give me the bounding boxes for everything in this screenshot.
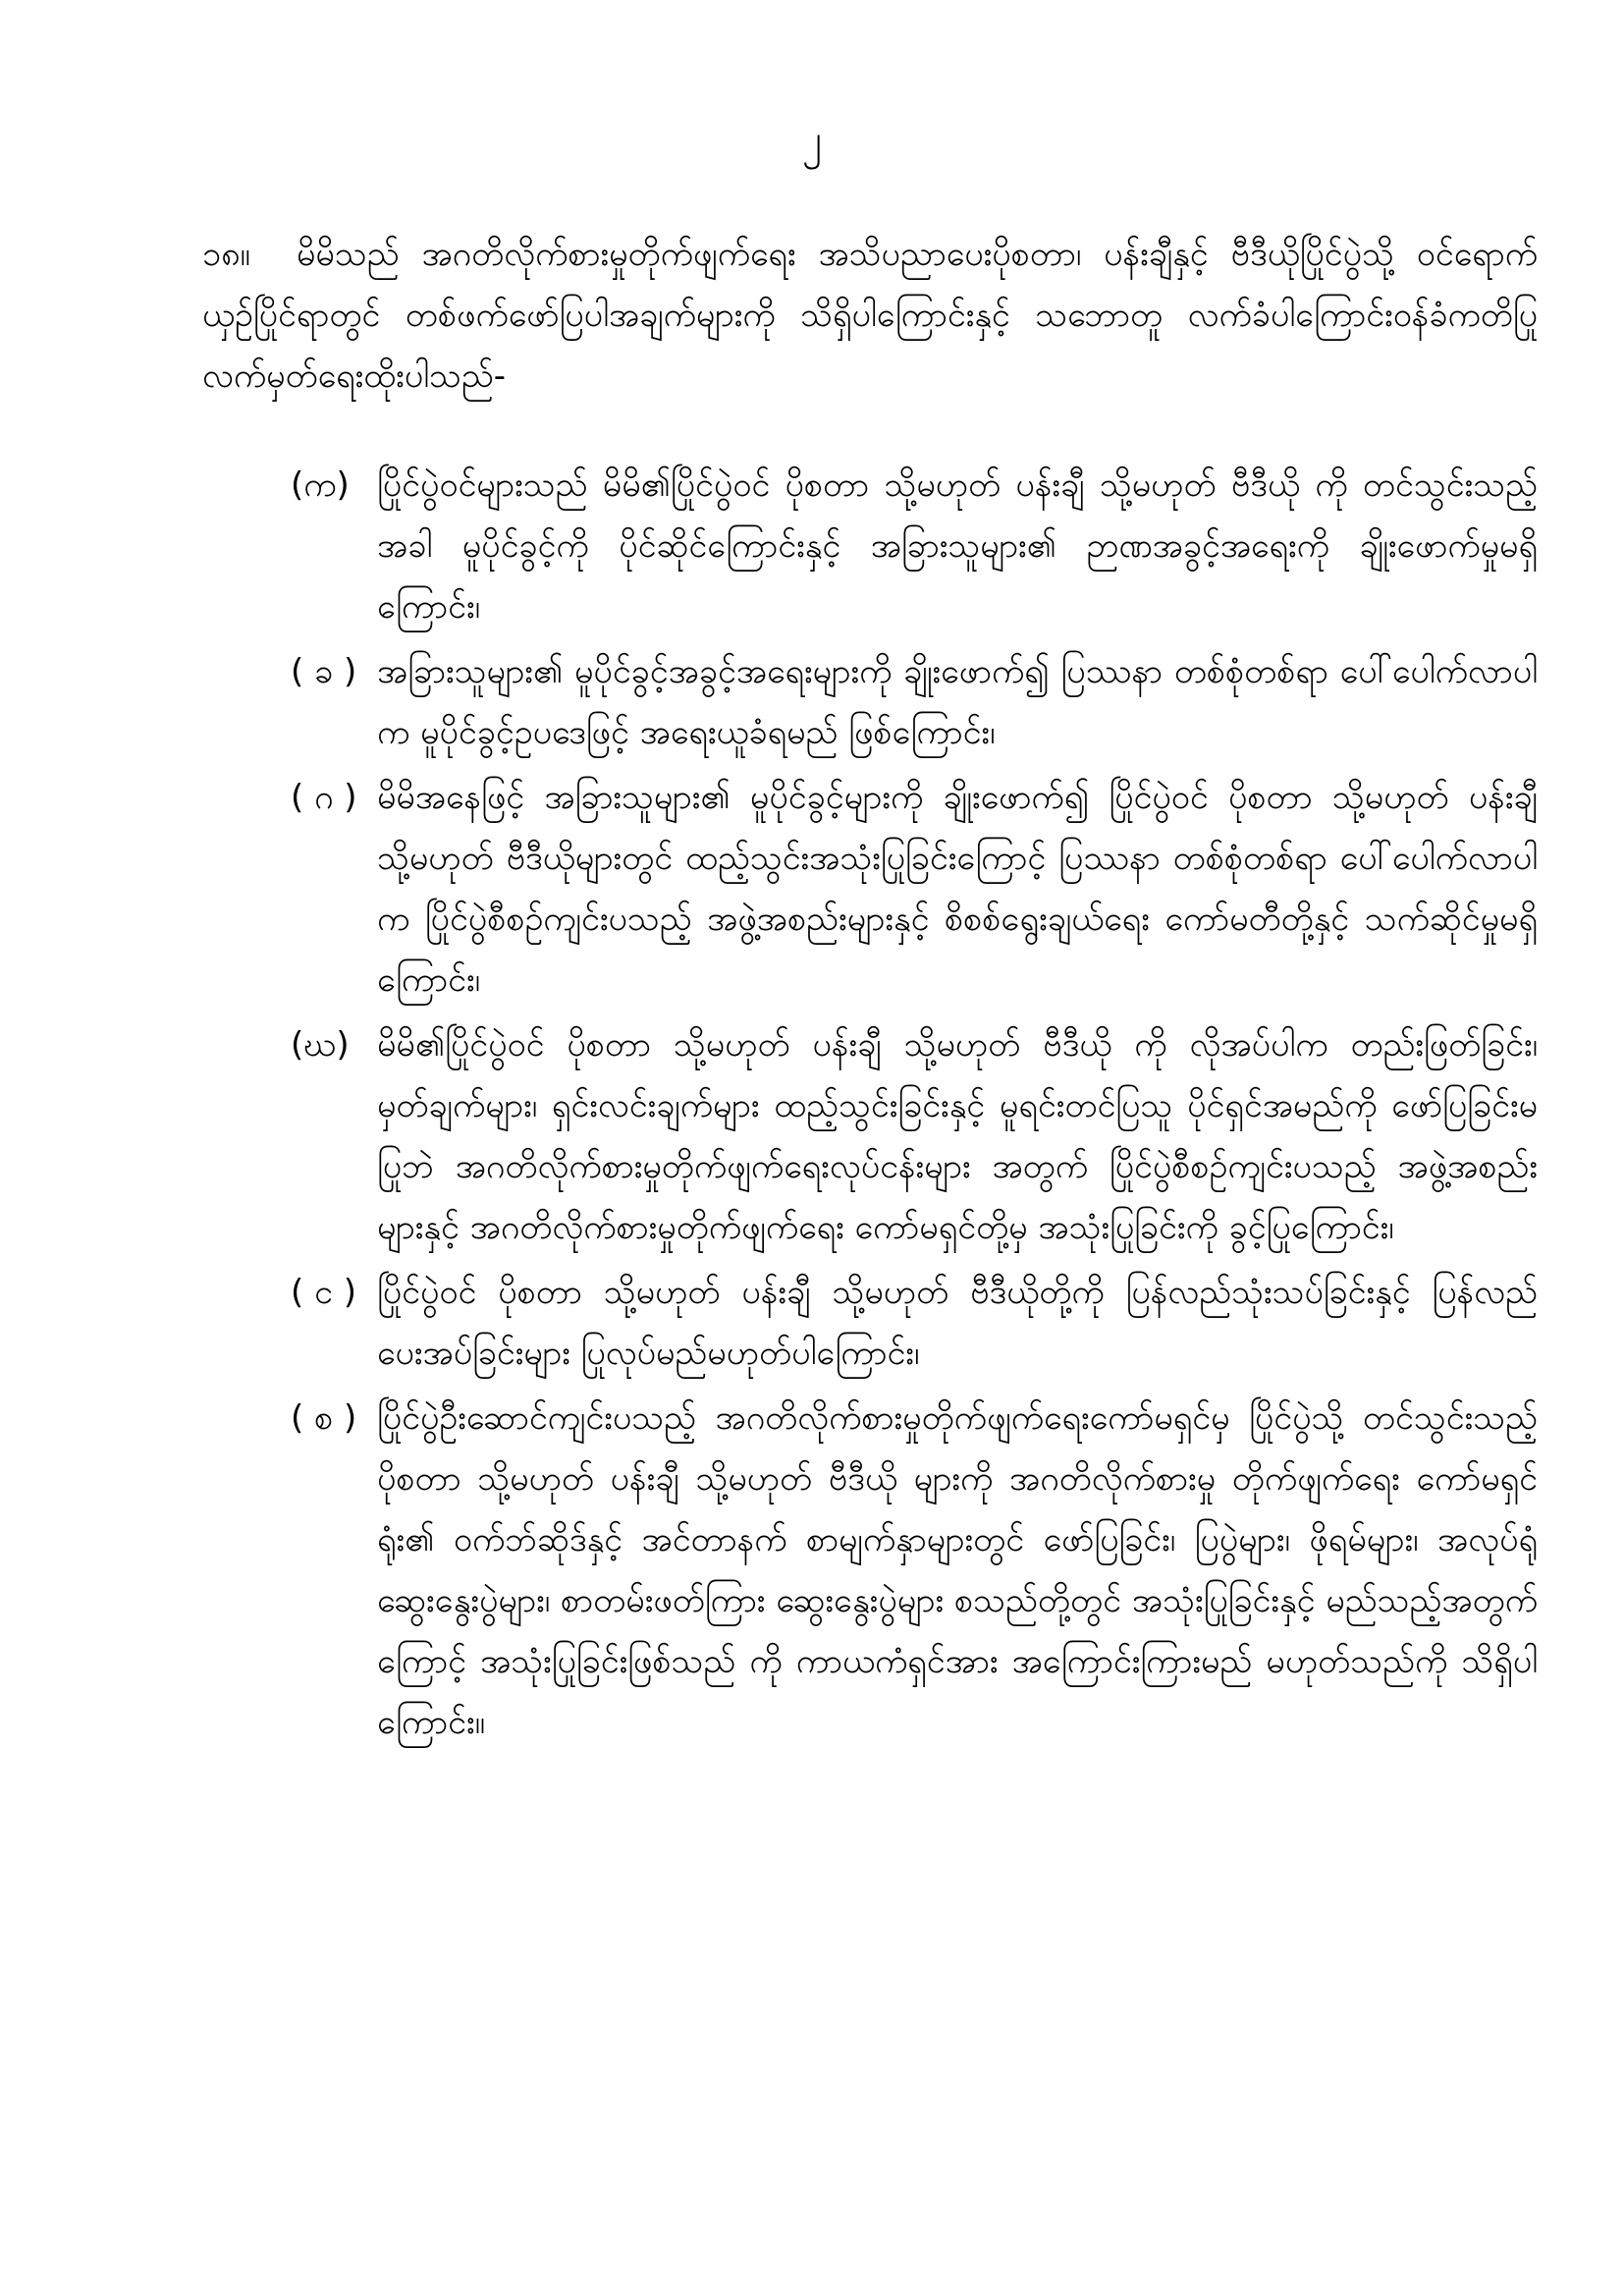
list-item xyxy=(291,767,1538,1011)
list-item xyxy=(291,641,1538,763)
list-marker: ( ခ ) xyxy=(291,652,357,691)
list-marker: ( ဂ ) xyxy=(291,778,357,817)
declaration-list xyxy=(291,455,1538,1757)
list-item-text: မိမိအနေဖြင့် အခြားသူများ၏ မူပိုင်ခွင့်များကို ချိုးဖောက်၍ ပြိုင်ပွဲဝင် ပိုစတာ သို့မဟုတ် ပန်းချီ သို့မဟုတ် ဗီဒီယိုများတွင် ထည့်သွင်းအသုံးပြုခြင်းကြောင့် ပြဿနာ တစ်စုံတစ်ရာ ပေါ်ပေါက်လာပါက ပြိုင်ပွဲစီစဉ်ကျင်းပသည့် အဖွဲ့အစည်းများနှင့် စိစစ်ရွေးချယ်ရေး ကော်မတီတို့နှင့် သက်ဆိုင်မှုမရှိကြောင်း၊ xyxy=(377,778,1538,1000)
list-marker: (က) xyxy=(291,465,350,505)
list-item xyxy=(291,1262,1538,1384)
list-item xyxy=(291,455,1538,637)
intro-paragraph xyxy=(202,224,1538,407)
paragraph-number: ၁၈။ xyxy=(202,235,250,274)
list-item-text: ပြိုင်ပွဲဦးဆောင်ကျင်းပသည့် အဂတိလိုက်စားမှုတိုက်ဖျက်ရေးကော်မရှင်မှ ပြိုင်ပွဲသို့ တင်သွင်းသည့် ပိုစတာ သို့မဟုတ် ပန်းချီ သို့မဟုတ် ဗီဒီယို များကို အဂတိလိုက်စားမှု တိုက်ဖျက်ရေး ကော်မရှင်ရုံး၏ ဝက်ဘ်ဆိုဒ်နှင့် အင်တာနက် စာမျက်နှာများတွင် ဖော်ပြခြင်း၊ ပြပွဲများ၊ ဖိုရမ်များ၊ အလုပ်ရုံဆွေးနွေးပွဲများ၊ စာတမ်းဖတ်ကြား ဆွေးနွေးပွဲများ စသည်တို့တွင် အသုံးပြုခြင်းနှင့် မည်သည့်အတွက်ကြောင့် အသုံးပြုခြင်းဖြစ်သည် ကို ကာယကံရှင်အား အကြောင်းကြားမည် မဟုတ်သည်ကို သိရှိပါကြောင်း။ xyxy=(377,1398,1538,1742)
list-item xyxy=(291,1388,1538,1753)
list-marker: (ဃ) xyxy=(291,1025,350,1065)
paragraph-text: မိမိသည် အဂတိလိုက်စားမှုတိုက်ဖျက်ရေး အသိပညာပေးပိုစတာ၊ ပန်းချီနှင့် ဗီဒီယိုပြိုင်ပွဲသို့ ဝင်ရောက်ယှဉ်ပြိုင်ရာတွင် တစ်ဖက်ဖော်ပြပါအချက်များကို သိရှိပါကြောင်းနှင့် သဘောတူ လက်ခံပါကြောင်းဝန်ခံကတိပြုလက်မှတ်ရေးထိုးပါသည်- xyxy=(202,235,1538,396)
list-item xyxy=(291,1014,1538,1258)
list-item-text: ပြိုင်ပွဲဝင်များသည် မိမိ၏ပြိုင်ပွဲဝင် ပိုစတာ သို့မဟုတ် ပန်းချီ သို့မဟုတ် ဗီဒီယို ကို တင်သွင်းသည့်အခါ မူပိုင်ခွင့်ကို ပိုင်ဆိုင်ကြောင်းနှင့် အခြားသူများ၏ ဉာဏအခွင့်အရေးကို ချိုးဖောက်မှုမရှိကြောင်း၊ xyxy=(377,465,1538,627)
list-item-text: မိမိ၏ပြိုင်ပွဲဝင် ပိုစတာ သို့မဟုတ် ပန်းချီ သို့မဟုတ် ဗီဒီယို ကို လိုအပ်ပါက တည်းဖြတ်ခြင်း၊ မှတ်ချက်များ၊ ရှင်းလင်းချက်များ ထည့်သွင်းခြင်းနှင့် မူရင်းတင်ပြသူ ပိုင်ရှင်အမည်ကို ဖော်ပြခြင်းမပြုဘဲ အဂတိလိုက်စားမှုတိုက်ဖျက်ရေးလုပ်ငန်းများ အတွက် ပြိုင်ပွဲစီစဉ်ကျင်းပသည့် အဖွဲ့အစည်းများနှင့် အဂတိလိုက်စားမှုတိုက်ဖျက်ရေး ကော်မရှင်တို့မှ အသုံးပြုခြင်းကို ခွင့်ပြုကြောင်း၊ xyxy=(377,1025,1538,1247)
list-item-text: အခြားသူများ၏ မူပိုင်ခွင့်အခွင့်အရေးများကို ချိုးဖောက်၍ ပြဿနာ တစ်စုံတစ်ရာ ပေါ်ပေါက်လာပါက မူပိုင်ခွင့်ဥပဒေဖြင့် အရေးယူခံရမည် ဖြစ်ကြောင်း၊ xyxy=(377,652,1538,752)
list-marker: ( င ) xyxy=(291,1273,357,1312)
list-marker: ( စ ) xyxy=(291,1398,357,1438)
page-number: ၂ xyxy=(802,117,822,162)
list-item-text: ပြိုင်ပွဲဝင် ပိုစတာ သို့မဟုတ် ပန်းချီ သို့မဟုတ် ဗီဒီယိုတို့ကို ပြန်လည်သုံးသပ်ခြင်းနှင့် ပြန်လည်ပေးအပ်ခြင်းများ ပြုလုပ်မည်မဟုတ်ပါကြောင်း၊ xyxy=(377,1273,1538,1373)
